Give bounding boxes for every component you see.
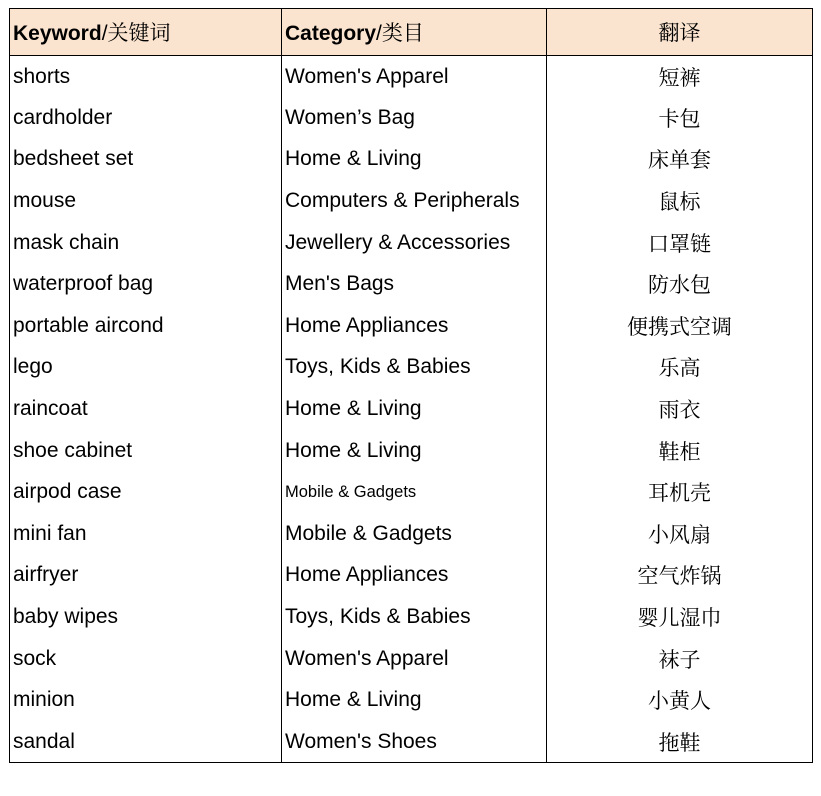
keyword-cell: lego bbox=[10, 347, 282, 389]
translation-cell: 小风扇 bbox=[547, 513, 813, 555]
header-category bbox=[282, 9, 547, 56]
keyword-cell: sandal bbox=[10, 721, 282, 763]
translation-cell: 鞋柜 bbox=[547, 430, 813, 472]
table-row bbox=[10, 430, 813, 472]
keyword-cell: shorts bbox=[10, 56, 282, 98]
category-cell: Home & Living bbox=[282, 139, 547, 181]
category-cell: Home & Living bbox=[282, 430, 547, 472]
keyword-cell: shoe cabinet bbox=[10, 430, 282, 472]
header-keyword-cn: /关键词 bbox=[101, 22, 171, 45]
category-cell: Toys, Kids & Babies bbox=[282, 347, 547, 389]
keyword-cell: bedsheet set bbox=[10, 139, 282, 181]
table-row bbox=[10, 721, 813, 763]
translation-cell: 鼠标 bbox=[547, 180, 813, 222]
translation-cell: 小黄人 bbox=[547, 679, 813, 721]
keyword-cell: raincoat bbox=[10, 388, 282, 430]
table-row bbox=[10, 555, 813, 597]
category-cell: Mobile & Gadgets bbox=[282, 471, 547, 513]
category-cell: Women's Apparel bbox=[282, 638, 547, 680]
table-row bbox=[10, 638, 813, 680]
keyword-cell: waterproof bag bbox=[10, 263, 282, 305]
table-row bbox=[10, 347, 813, 389]
header-translation: 翻译 bbox=[547, 9, 813, 56]
translation-cell: 口罩链 bbox=[547, 222, 813, 264]
translation-cell: 拖鞋 bbox=[547, 721, 813, 763]
translation-cell: 婴儿湿巾 bbox=[547, 596, 813, 638]
translation-cell: 乐高 bbox=[547, 347, 813, 389]
category-cell: Computers & Peripherals bbox=[282, 180, 547, 222]
table-row bbox=[10, 679, 813, 721]
header-row bbox=[10, 9, 813, 56]
keyword-cell: mask chain bbox=[10, 222, 282, 264]
table-row bbox=[10, 596, 813, 638]
category-cell: Home Appliances bbox=[282, 555, 547, 597]
table-row bbox=[10, 305, 813, 347]
translation-cell: 耳机壳 bbox=[547, 471, 813, 513]
translation-cell: 床单套 bbox=[547, 139, 813, 181]
table-row bbox=[10, 513, 813, 555]
table-row bbox=[10, 388, 813, 430]
header-keyword bbox=[10, 9, 282, 56]
translation-cell: 防水包 bbox=[547, 263, 813, 305]
header-category-cn: /类目 bbox=[376, 22, 424, 45]
keyword-cell: minion bbox=[10, 679, 282, 721]
keyword-cell: baby wipes bbox=[10, 596, 282, 638]
translation-cell: 便携式空调 bbox=[547, 305, 813, 347]
header-category-en: Category bbox=[285, 22, 377, 45]
category-cell: Home Appliances bbox=[282, 305, 547, 347]
header-keyword-en: Keyword bbox=[13, 22, 102, 45]
category-cell: Women’s Bag bbox=[282, 97, 547, 139]
keyword-cell: airpod case bbox=[10, 471, 282, 513]
keyword-cell: mini fan bbox=[10, 513, 282, 555]
translation-cell: 雨衣 bbox=[547, 388, 813, 430]
category-cell: Jewellery & Accessories bbox=[282, 222, 547, 264]
keyword-cell: cardholder bbox=[10, 97, 282, 139]
table-row bbox=[10, 222, 813, 264]
table-row bbox=[10, 56, 813, 98]
table-row bbox=[10, 97, 813, 139]
table-row bbox=[10, 180, 813, 222]
category-cell: Women's Shoes bbox=[282, 721, 547, 763]
keyword-category-table bbox=[9, 8, 813, 763]
keyword-cell: mouse bbox=[10, 180, 282, 222]
translation-cell: 短裤 bbox=[547, 56, 813, 98]
translation-cell: 空气炸锅 bbox=[547, 555, 813, 597]
category-cell: Toys, Kids & Babies bbox=[282, 596, 547, 638]
category-cell: Home & Living bbox=[282, 679, 547, 721]
keyword-cell: airfryer bbox=[10, 555, 282, 597]
category-cell: Women's Apparel bbox=[282, 56, 547, 98]
table-row bbox=[10, 139, 813, 181]
keyword-cell: portable aircond bbox=[10, 305, 282, 347]
category-cell: Mobile & Gadgets bbox=[282, 513, 547, 555]
keyword-cell: sock bbox=[10, 638, 282, 680]
category-cell: Home & Living bbox=[282, 388, 547, 430]
category-cell: Men's Bags bbox=[282, 263, 547, 305]
table-row bbox=[10, 263, 813, 305]
table-row bbox=[10, 471, 813, 513]
translation-cell: 卡包 bbox=[547, 97, 813, 139]
translation-cell: 袜子 bbox=[547, 638, 813, 680]
